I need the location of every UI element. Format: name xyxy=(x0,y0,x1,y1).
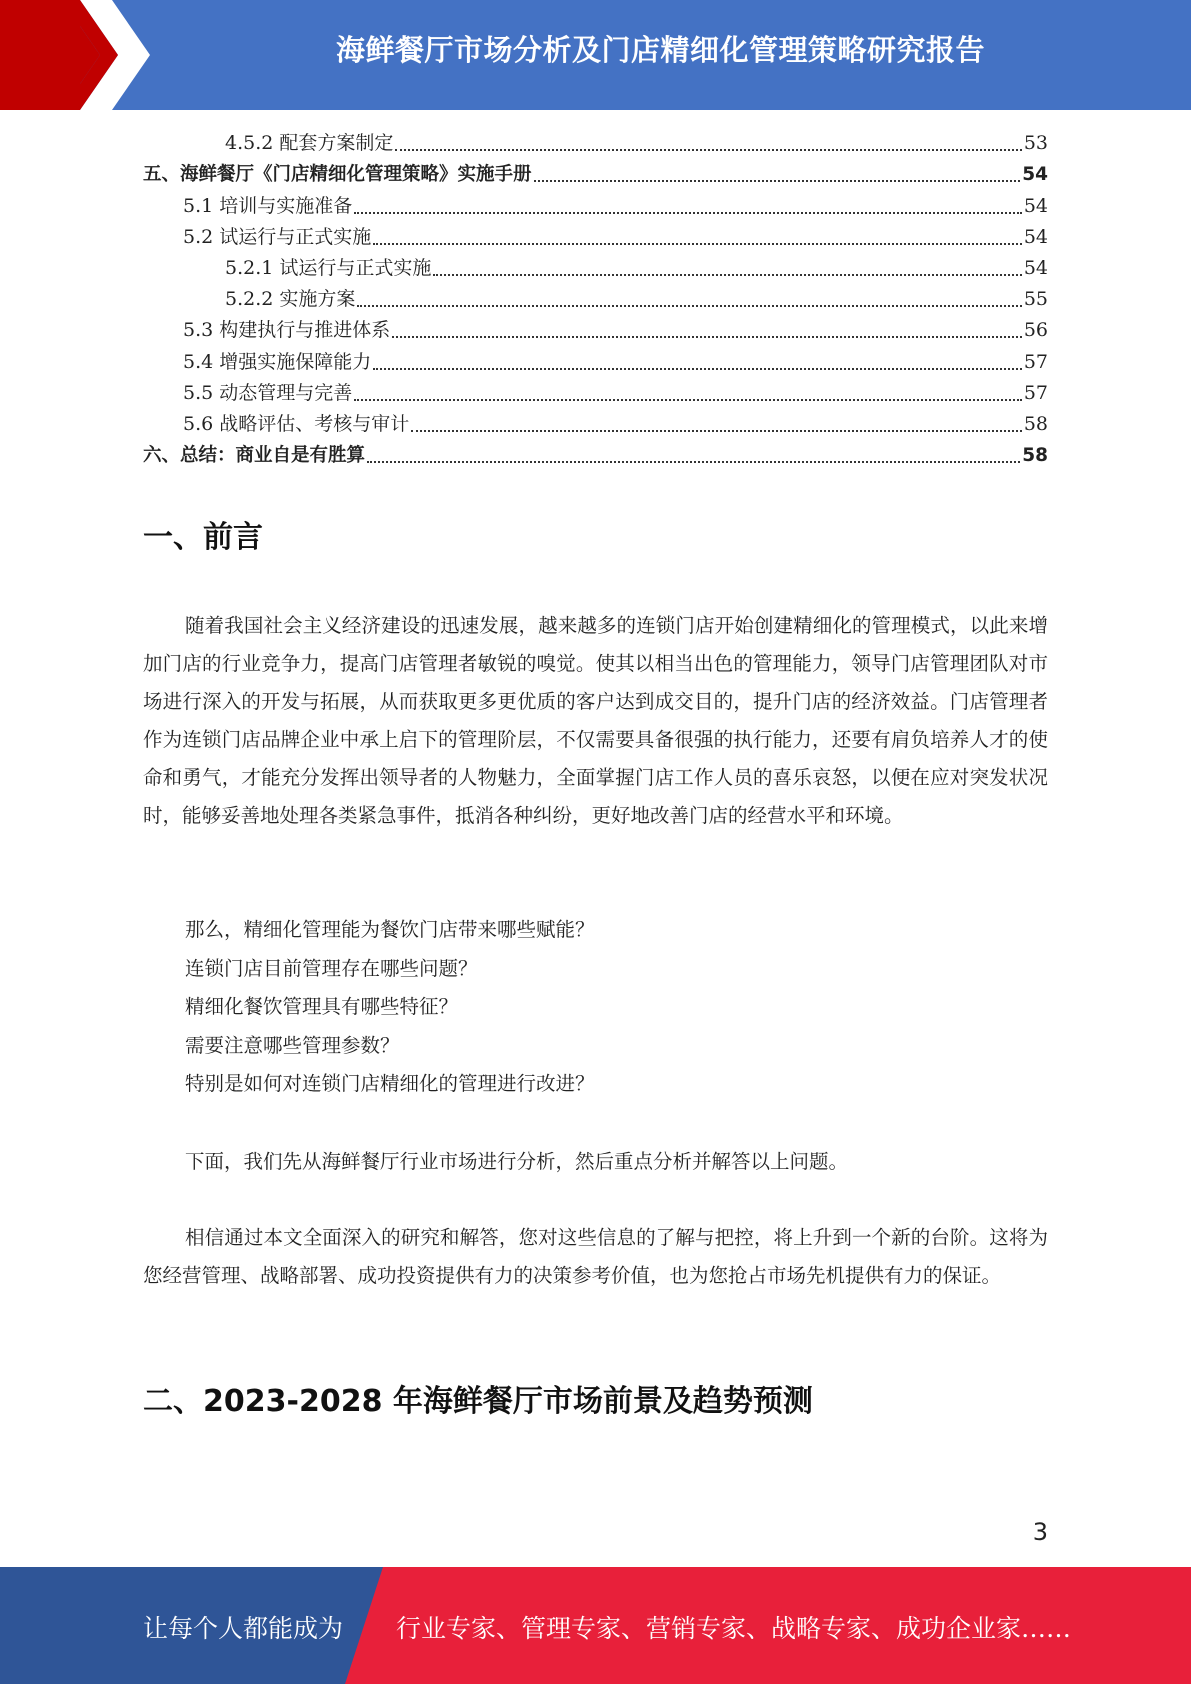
footer-slogan-right: 行业专家、管理专家、营销专家、战略专家、成功企业家…… xyxy=(396,1614,1072,1643)
toc-entry-page: 53 xyxy=(1023,132,1048,155)
toc-entry-title: 五、海鲜餐厅《门店精细化管理策略》实施手册 xyxy=(143,164,532,186)
toc-dot-leader xyxy=(392,336,1022,338)
toc-dot-leader xyxy=(373,368,1022,370)
toc-entry-title: 5.5 动态管理与完善 xyxy=(183,381,353,404)
next-step-paragraph: 下面，我们先从海鲜餐厅行业市场进行分析，然后重点分析并解答以上问题。 xyxy=(185,1150,849,1173)
toc-dot-leader xyxy=(433,274,1021,276)
toc-entry[interactable] xyxy=(143,284,1048,315)
page-footer xyxy=(0,1567,1191,1684)
toc-dot-leader xyxy=(373,243,1022,245)
toc-dot-leader xyxy=(395,149,1021,151)
toc-entry-page: 54 xyxy=(1023,256,1048,279)
toc-entry-page: 57 xyxy=(1023,381,1048,404)
toc-entry[interactable] xyxy=(143,440,1048,471)
table-of-contents xyxy=(143,128,1048,471)
toc-entry-title: 5.3 构建执行与推进体系 xyxy=(183,319,391,342)
toc-entry[interactable] xyxy=(143,409,1048,440)
toc-entry-title: 六、总结：商业自是有胜算 xyxy=(143,445,366,467)
toc-entry[interactable] xyxy=(143,315,1048,346)
chevron-arrow-icon xyxy=(0,0,160,110)
toc-entry-title: 5.1 培训与实施准备 xyxy=(183,194,353,217)
question-item: 特别是如何对连锁门店精细化的管理进行改进？ xyxy=(185,1072,595,1095)
toc-entry-page: 54 xyxy=(1022,164,1048,186)
toc-entry-title: 4.5.2 配套方案制定 xyxy=(225,132,394,155)
toc-dot-leader xyxy=(534,180,1021,182)
toc-entry-title: 5.4 增强实施保障能力 xyxy=(183,350,372,373)
toc-dot-leader xyxy=(354,212,1022,214)
question-item: 精细化餐饮管理具有哪些特征？ xyxy=(185,995,459,1018)
question-item: 连锁门店目前管理存在哪些问题？ xyxy=(185,956,478,980)
toc-entry-page: 58 xyxy=(1022,445,1048,467)
section-heading-preface: 一、前言 xyxy=(143,520,263,555)
section-heading-forecast: 二、2023-2028 年海鲜餐厅市场前景及趋势预测 xyxy=(143,1384,813,1419)
toc-entry-title: 5.6 战略评估、考核与审计 xyxy=(183,412,410,435)
toc-entry-page: 56 xyxy=(1023,319,1048,342)
intro-paragraph: 随着我国社会主义经济建设的迅速发展，越来越多的连锁门店开始创建精细化的管理模式，以此来增加门店的行业竞争力，提高门店管理者敏锐的嗅觉。使其以相当出色的管理能力，领导门店管理团队对市场进行深入的开发与拓展，从而获取更多更优质的客户达到成交目的，提升门店的经济效益。门店管理者作为连锁门店品牌企业中承上启下的管理阶层，不仅需要具备很强的执行能力，还要有肩负培养人才的使命和勇气，才能充分发挥出领导者的人物魅力，全面掌握门店工作人员的喜乐哀怒，以便在应对突发状况时，能够妥善地处理各类紧急事件，抵消各种纠纷，更好地改善门店的经营水平和环境。 xyxy=(143,614,1048,827)
toc-entry[interactable] xyxy=(143,159,1048,190)
toc-entry[interactable] xyxy=(143,346,1048,377)
toc-entry[interactable] xyxy=(143,222,1048,253)
toc-entry[interactable] xyxy=(143,190,1048,221)
question-list xyxy=(185,911,595,1104)
toc-entry-title: 5.2.2 实施方案 xyxy=(225,288,356,311)
toc-dot-leader xyxy=(411,430,1022,432)
toc-dot-leader xyxy=(367,461,1020,463)
toc-entry-page: 54 xyxy=(1023,225,1048,248)
toc-entry[interactable] xyxy=(143,128,1048,159)
toc-entry[interactable] xyxy=(143,378,1048,409)
report-title: 海鲜餐厅市场分析及门店精细化管理策略研究报告 xyxy=(335,33,985,67)
toc-entry-page: 57 xyxy=(1023,350,1048,373)
question-item: 那么，精细化管理能为餐饮门店带来哪些赋能？ xyxy=(185,918,595,941)
toc-entry-page: 58 xyxy=(1023,412,1048,435)
toc-entry-page: 54 xyxy=(1023,194,1048,217)
toc-entry-title: 5.2 试运行与正式实施 xyxy=(183,225,372,248)
page-header xyxy=(0,0,1191,110)
question-item: 需要注意哪些管理参数？ xyxy=(185,1033,400,1057)
page-number: 3 xyxy=(1032,1518,1048,1546)
toc-entry-page: 55 xyxy=(1023,288,1048,311)
footer-slogan-left: 让每个人都能成为 xyxy=(143,1614,344,1643)
closing-paragraph: 相信通过本文全面深入的研究和解答，您对这些信息的了解与把控，将上升到一个新的台阶。这将为您经营管理、战略部署、成功投资提供有力的决策参考价值，也为您抢占市场先机提供有力的保证。 xyxy=(143,1226,1048,1287)
toc-entry[interactable] xyxy=(143,253,1048,284)
toc-dot-leader xyxy=(354,399,1022,401)
toc-dot-leader xyxy=(357,305,1021,307)
toc-entry-title: 5.2.1 试运行与正式实施 xyxy=(225,256,432,279)
